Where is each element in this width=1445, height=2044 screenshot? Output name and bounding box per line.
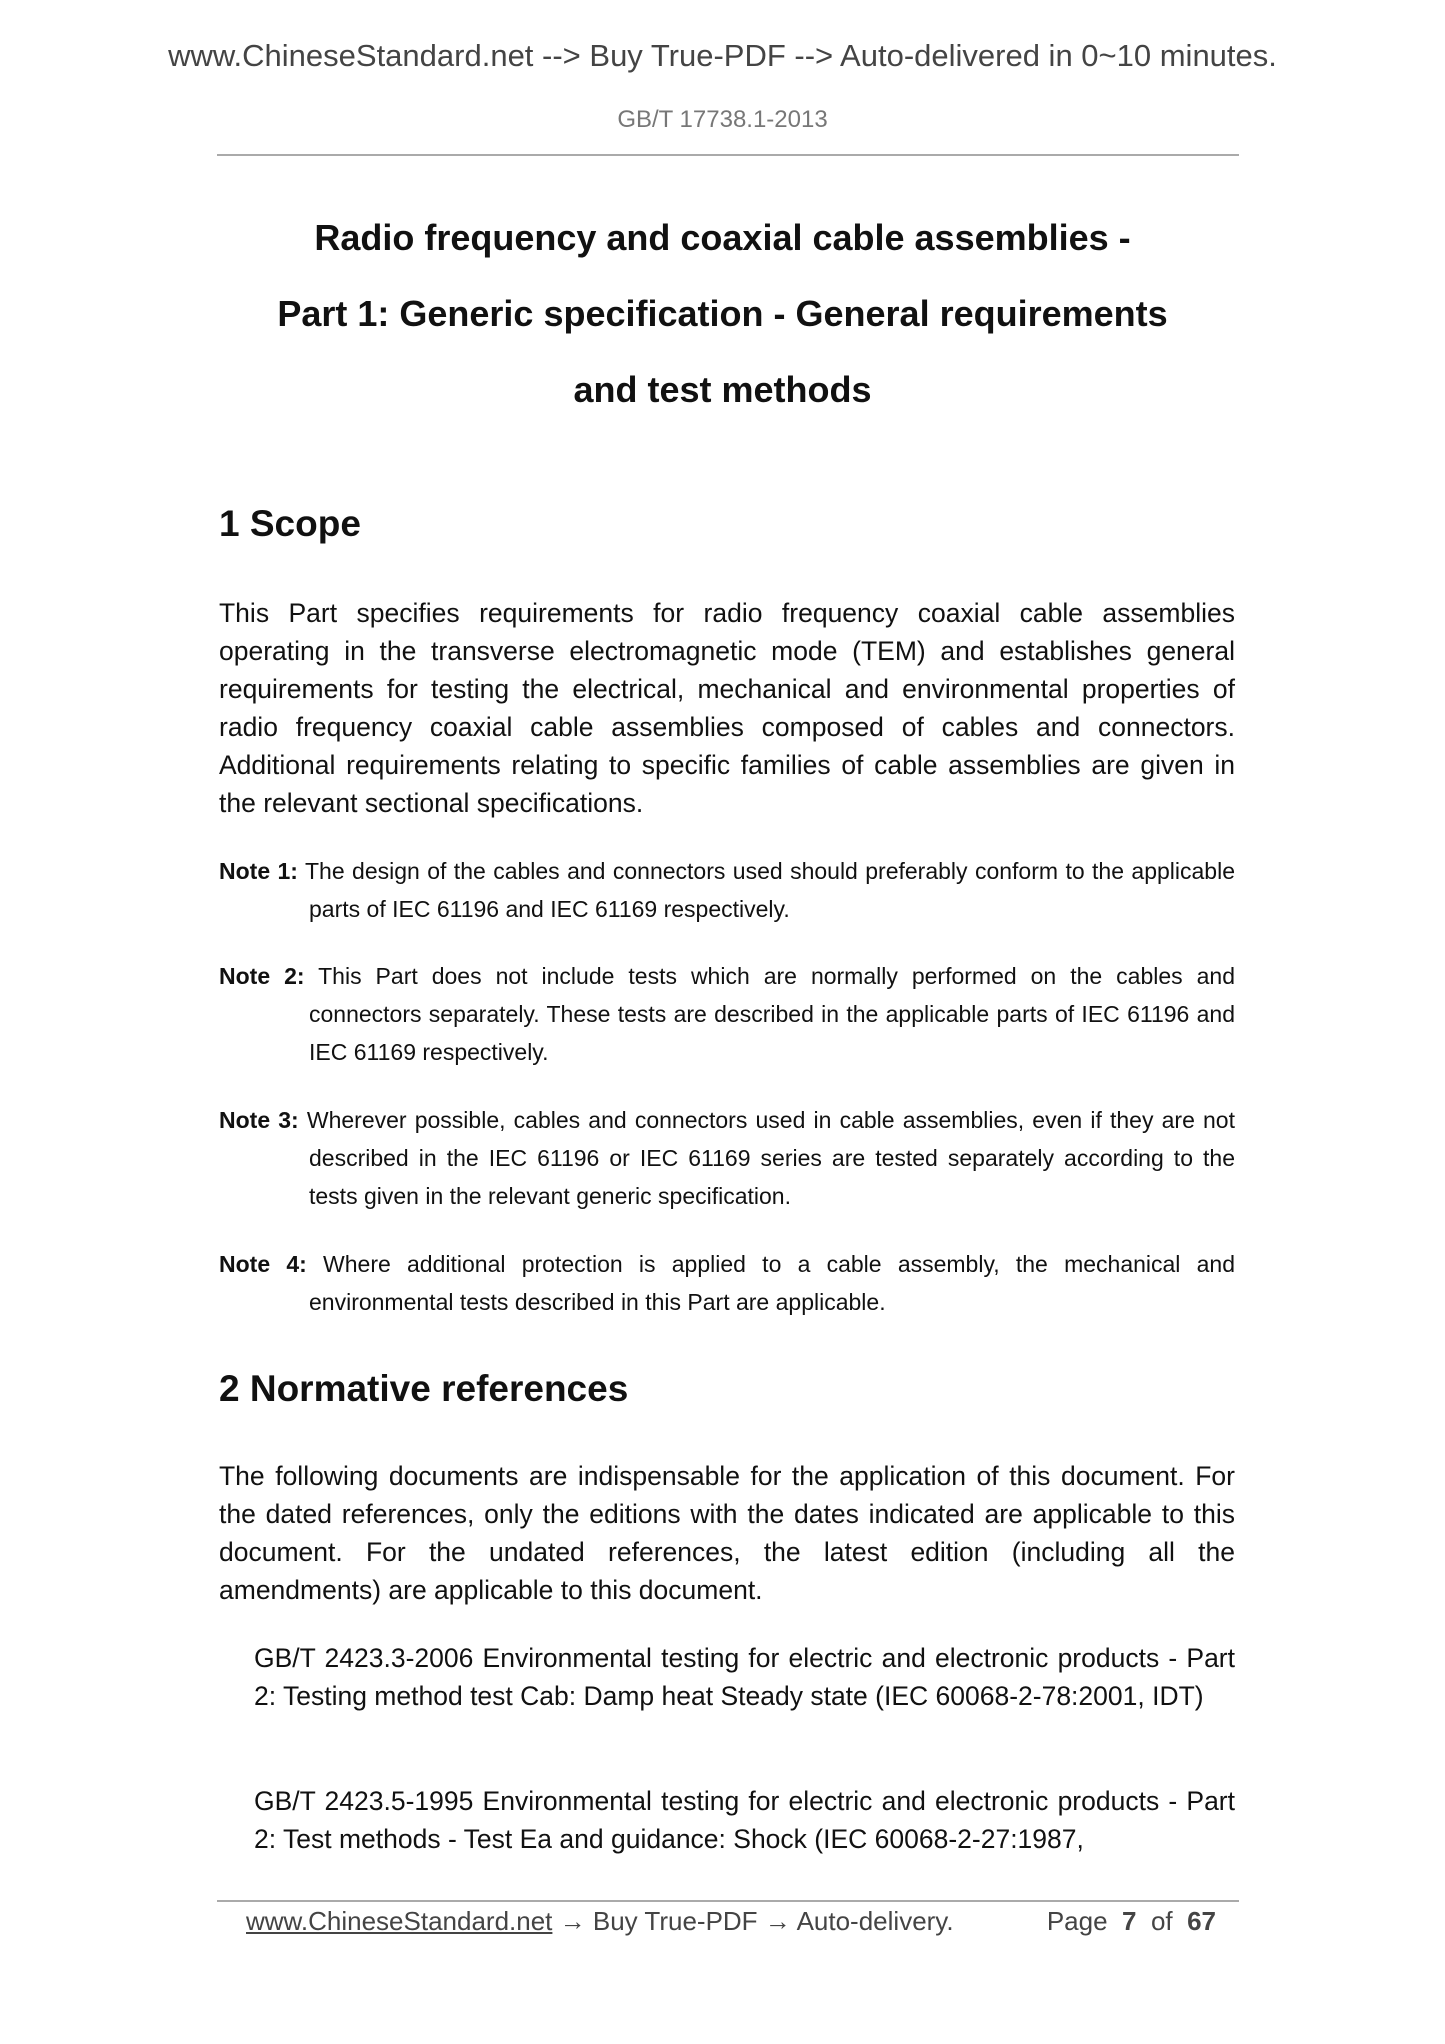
note-text: The design of the cables and connectors used should preferably conform to the applicable parts of IEC 61196 and IEC 61169 respectively. [304,858,1235,922]
note-2 [219,957,1235,1071]
note-label: Note 3: [219,1107,299,1133]
header-divider [217,154,1239,156]
page-total: 67 [1187,1906,1216,1936]
footer-site-link[interactable]: www.ChineseStandard.net [246,1906,553,1936]
note-4 [219,1245,1235,1321]
page-word: Page [1046,1906,1108,1936]
reference-item: GB/T 2423.3-2006 Environmental testing for electric and electronic products - Part 2: Testing method test Cab: Damp heat Steady state (IEC 60068-2-78:2001, IDT) [254,1643,1235,1711]
page-indicator [1047,1906,1216,1937]
title-line-2: Part 1: Generic specification - General requirements [277,293,1168,334]
section-1-heading: 1 Scope [219,503,361,544]
note-text: Wherever possible, cables and connectors used in cable assemblies, even if they are not described in the IEC 61196 or IEC 61169 series are tested separately according to the tests given in the relevant generic specification. [306,1107,1235,1209]
note-label: Note 1: [219,858,298,884]
page-number: 7 [1122,1906,1137,1936]
reference-item: GB/T 2423.5-1995 Environmental testing for electric and electronic products - Part 2: Test methods - Test Ea and guidance: Shock (IEC 60068-2-27:1987, [254,1786,1235,1854]
footer-divider [217,1900,1239,1902]
title-line-1: Radio frequency and coaxial cable assemblies - [314,217,1131,258]
note-3 [219,1101,1235,1215]
of-word: of [1150,1906,1173,1936]
footer [246,1906,1216,1937]
document-code: GB/T 17738.1-2013 [617,106,828,133]
note-text: This Part does not include tests which are normally performed on the cables and connectors separately. These tests are described in the applicable parts of IEC 61196 and IEC 61169 respectively. [309,963,1235,1065]
normative-paragraph: The following documents are indispensable for the application of this document. For the dated references, only the editions with the dates indicated are applicable to this document. For the undated references, the latest edition (including all the amendments) are applicable to this document. [219,1461,1235,1605]
title-line-3: and test methods [573,369,872,410]
top-banner: www.ChineseStandard.net --> Buy True-PDF --> Auto-delivered in 0~10 minutes. [168,38,1277,73]
scope-paragraph: This Part specifies requirements for radio frequency coaxial cable assemblies operating in the transverse electromagnetic mode (TEM) and establishes general requirements for testing the electrical, mechanical and environmental properties of radio frequency coaxial cable assemblies composed of cables and connectors. Additional requirements relating to specific families of cable assemblies are given in the relevant sectional specifications. [219,598,1235,818]
note-text: Where additional protection is applied to a cable assembly, the mechanical and environmental tests described in this Part are applicable. [309,1251,1236,1315]
note-label: Note 2: [219,963,305,989]
section-2-heading: 2 Normative references [219,1368,629,1409]
note-label: Note 4: [219,1251,307,1277]
note-1 [219,852,1235,928]
footer-tagline: → Buy True-PDF → Auto-delivery. [552,1906,954,1936]
